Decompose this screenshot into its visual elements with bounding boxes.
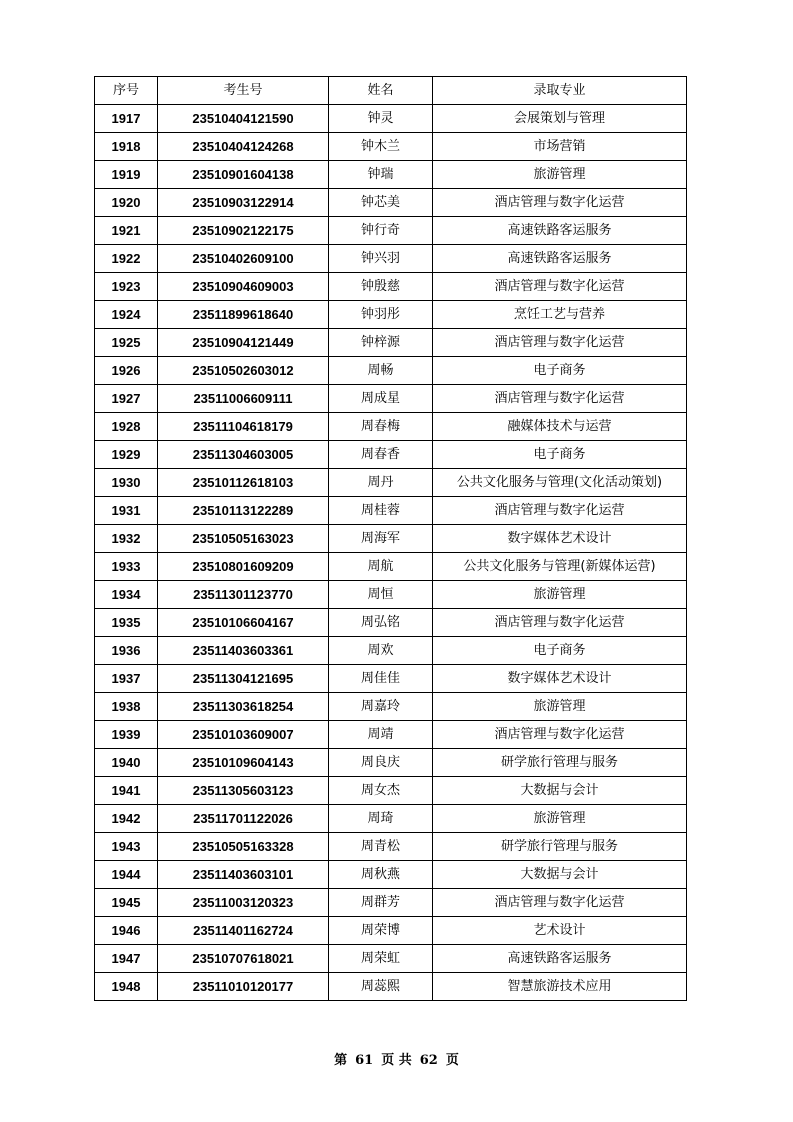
table-row — [95, 777, 687, 805]
cell-serial: 1920 — [95, 189, 158, 217]
cell-exam-id: 23510106604167 — [158, 609, 329, 637]
table-row — [95, 637, 687, 665]
cell-serial: 1935 — [95, 609, 158, 637]
cell-serial: 1922 — [95, 245, 158, 273]
cell-major: 电子商务 — [433, 357, 687, 385]
header-major: 录取专业 — [433, 77, 687, 105]
cell-exam-id: 23510901604138 — [158, 161, 329, 189]
cell-major: 高速铁路客运服务 — [433, 945, 687, 973]
cell-name: 周秋燕 — [329, 861, 433, 889]
cell-major: 酒店管理与数字化运营 — [433, 329, 687, 357]
table-row — [95, 581, 687, 609]
cell-major: 高速铁路客运服务 — [433, 217, 687, 245]
cell-serial: 1928 — [95, 413, 158, 441]
cell-exam-id: 23510109604143 — [158, 749, 329, 777]
cell-serial: 1943 — [95, 833, 158, 861]
cell-exam-id: 23510112618103 — [158, 469, 329, 497]
cell-name: 周良庆 — [329, 749, 433, 777]
cell-exam-id: 23510505163328 — [158, 833, 329, 861]
cell-major: 酒店管理与数字化运营 — [433, 889, 687, 917]
cell-exam-id: 23510902122175 — [158, 217, 329, 245]
cell-major: 研学旅行管理与服务 — [433, 749, 687, 777]
cell-exam-id: 23511304121695 — [158, 665, 329, 693]
cell-name: 周成星 — [329, 385, 433, 413]
cell-exam-id: 23511301123770 — [158, 581, 329, 609]
cell-major: 大数据与会计 — [433, 777, 687, 805]
table-row — [95, 721, 687, 749]
cell-name: 钟殷慈 — [329, 273, 433, 301]
cell-major: 酒店管理与数字化运营 — [433, 273, 687, 301]
cell-serial: 1927 — [95, 385, 158, 413]
cell-serial: 1945 — [95, 889, 158, 917]
cell-serial: 1947 — [95, 945, 158, 973]
cell-serial: 1932 — [95, 525, 158, 553]
cell-serial: 1921 — [95, 217, 158, 245]
cell-name: 周女杰 — [329, 777, 433, 805]
cell-serial: 1929 — [95, 441, 158, 469]
cell-major: 烹饪工艺与营养 — [433, 301, 687, 329]
table-row — [95, 749, 687, 777]
cell-exam-id: 23510402609100 — [158, 245, 329, 273]
cell-exam-id: 23510903122914 — [158, 189, 329, 217]
cell-major: 电子商务 — [433, 637, 687, 665]
cell-major: 公共文化服务与管理(新媒体运营) — [433, 553, 687, 581]
cell-exam-id: 23510404124268 — [158, 133, 329, 161]
cell-name: 周春香 — [329, 441, 433, 469]
cell-name: 钟灵 — [329, 105, 433, 133]
cell-exam-id: 23511303618254 — [158, 693, 329, 721]
cell-serial: 1934 — [95, 581, 158, 609]
table-row — [95, 833, 687, 861]
cell-serial: 1919 — [95, 161, 158, 189]
cell-serial: 1924 — [95, 301, 158, 329]
cell-exam-id: 23510904609003 — [158, 273, 329, 301]
cell-serial: 1940 — [95, 749, 158, 777]
cell-exam-id: 23510502603012 — [158, 357, 329, 385]
cell-name: 钟梓源 — [329, 329, 433, 357]
cell-exam-id: 23510707618021 — [158, 945, 329, 973]
header-exam-id: 考生号 — [158, 77, 329, 105]
cell-name: 周桂蓉 — [329, 497, 433, 525]
table-row — [95, 189, 687, 217]
cell-major: 艺术设计 — [433, 917, 687, 945]
cell-major: 高速铁路客运服务 — [433, 245, 687, 273]
cell-serial: 1942 — [95, 805, 158, 833]
cell-name: 周丹 — [329, 469, 433, 497]
footer-total-pages: 62 — [419, 1053, 438, 1068]
footer-suffix: 页 — [445, 1053, 459, 1068]
cell-serial: 1918 — [95, 133, 158, 161]
page-footer — [0, 1049, 793, 1068]
cell-exam-id: 23511304603005 — [158, 441, 329, 469]
cell-serial: 1923 — [95, 273, 158, 301]
cell-serial: 1917 — [95, 105, 158, 133]
cell-serial: 1939 — [95, 721, 158, 749]
cell-major: 公共文化服务与管理(文化活动策划) — [433, 469, 687, 497]
cell-major: 融媒体技术与运营 — [433, 413, 687, 441]
table-row — [95, 385, 687, 413]
cell-name: 周欢 — [329, 637, 433, 665]
cell-name: 周靖 — [329, 721, 433, 749]
table-header-row — [95, 77, 687, 105]
table-row — [95, 245, 687, 273]
cell-exam-id: 23511403603361 — [158, 637, 329, 665]
cell-serial: 1930 — [95, 469, 158, 497]
table-row — [95, 413, 687, 441]
cell-name: 钟芯美 — [329, 189, 433, 217]
cell-major: 数字媒体艺术设计 — [433, 665, 687, 693]
footer-middle: 页 共 — [381, 1053, 412, 1068]
cell-name: 周航 — [329, 553, 433, 581]
header-name: 姓名 — [329, 77, 433, 105]
table-row — [95, 917, 687, 945]
cell-name: 钟兴羽 — [329, 245, 433, 273]
table-row — [95, 693, 687, 721]
cell-name: 周嘉玲 — [329, 693, 433, 721]
cell-name: 周琦 — [329, 805, 433, 833]
table-row — [95, 441, 687, 469]
cell-name: 钟木兰 — [329, 133, 433, 161]
cell-serial: 1925 — [95, 329, 158, 357]
table-row — [95, 973, 687, 1001]
table-row — [95, 945, 687, 973]
cell-name: 周春梅 — [329, 413, 433, 441]
cell-serial: 1931 — [95, 497, 158, 525]
cell-major: 大数据与会计 — [433, 861, 687, 889]
cell-exam-id: 23511006609111 — [158, 385, 329, 413]
cell-exam-id: 23510404121590 — [158, 105, 329, 133]
table-row — [95, 301, 687, 329]
table-row — [95, 665, 687, 693]
cell-name: 钟行奇 — [329, 217, 433, 245]
table-row — [95, 329, 687, 357]
cell-major: 电子商务 — [433, 441, 687, 469]
table-row — [95, 469, 687, 497]
cell-major: 会展策划与管理 — [433, 105, 687, 133]
cell-serial: 1933 — [95, 553, 158, 581]
cell-serial: 1938 — [95, 693, 158, 721]
cell-name: 周蕊熙 — [329, 973, 433, 1001]
cell-exam-id: 23510505163023 — [158, 525, 329, 553]
footer-prefix: 第 — [334, 1053, 348, 1068]
admission-table — [94, 76, 687, 1001]
cell-name: 周畅 — [329, 357, 433, 385]
cell-major: 旅游管理 — [433, 693, 687, 721]
cell-exam-id: 23511401162724 — [158, 917, 329, 945]
header-serial: 序号 — [95, 77, 158, 105]
cell-serial: 1926 — [95, 357, 158, 385]
cell-name: 钟羽彤 — [329, 301, 433, 329]
cell-serial: 1946 — [95, 917, 158, 945]
cell-major: 智慧旅游技术应用 — [433, 973, 687, 1001]
cell-major: 数字媒体艺术设计 — [433, 525, 687, 553]
cell-name: 周弘铭 — [329, 609, 433, 637]
cell-major: 旅游管理 — [433, 581, 687, 609]
cell-name: 周群芳 — [329, 889, 433, 917]
cell-exam-id: 23511403603101 — [158, 861, 329, 889]
cell-exam-id: 23511010120177 — [158, 973, 329, 1001]
cell-exam-id: 23511104618179 — [158, 413, 329, 441]
admission-list-sheet — [94, 76, 686, 1001]
table-row — [95, 273, 687, 301]
cell-major: 酒店管理与数字化运营 — [433, 609, 687, 637]
cell-serial: 1944 — [95, 861, 158, 889]
cell-name: 周青松 — [329, 833, 433, 861]
cell-major: 酒店管理与数字化运营 — [433, 189, 687, 217]
cell-exam-id: 23510103609007 — [158, 721, 329, 749]
cell-name: 周荣虹 — [329, 945, 433, 973]
cell-exam-id: 23511701122026 — [158, 805, 329, 833]
table-row — [95, 217, 687, 245]
cell-name: 周海军 — [329, 525, 433, 553]
table-row — [95, 497, 687, 525]
table-row — [95, 161, 687, 189]
table-row — [95, 525, 687, 553]
cell-major: 市场营销 — [433, 133, 687, 161]
table-row — [95, 357, 687, 385]
cell-major: 研学旅行管理与服务 — [433, 833, 687, 861]
table-row — [95, 889, 687, 917]
cell-exam-id: 23511899618640 — [158, 301, 329, 329]
table-row — [95, 861, 687, 889]
cell-serial: 1941 — [95, 777, 158, 805]
cell-serial: 1936 — [95, 637, 158, 665]
cell-major: 酒店管理与数字化运营 — [433, 497, 687, 525]
table-row — [95, 133, 687, 161]
cell-name: 周佳佳 — [329, 665, 433, 693]
cell-exam-id: 23511305603123 — [158, 777, 329, 805]
cell-serial: 1948 — [95, 973, 158, 1001]
table-row — [95, 553, 687, 581]
cell-major: 旅游管理 — [433, 161, 687, 189]
table-row — [95, 105, 687, 133]
footer-current-page: 61 — [355, 1053, 374, 1068]
table-row — [95, 805, 687, 833]
cell-name: 周荣博 — [329, 917, 433, 945]
cell-major: 酒店管理与数字化运营 — [433, 385, 687, 413]
table-body — [95, 105, 687, 1001]
cell-name: 钟瑞 — [329, 161, 433, 189]
cell-exam-id: 23511003120323 — [158, 889, 329, 917]
table-row — [95, 609, 687, 637]
cell-exam-id: 23510904121449 — [158, 329, 329, 357]
cell-major: 旅游管理 — [433, 805, 687, 833]
cell-exam-id: 23510113122289 — [158, 497, 329, 525]
cell-major: 酒店管理与数字化运营 — [433, 721, 687, 749]
cell-name: 周恒 — [329, 581, 433, 609]
cell-exam-id: 23510801609209 — [158, 553, 329, 581]
cell-serial: 1937 — [95, 665, 158, 693]
